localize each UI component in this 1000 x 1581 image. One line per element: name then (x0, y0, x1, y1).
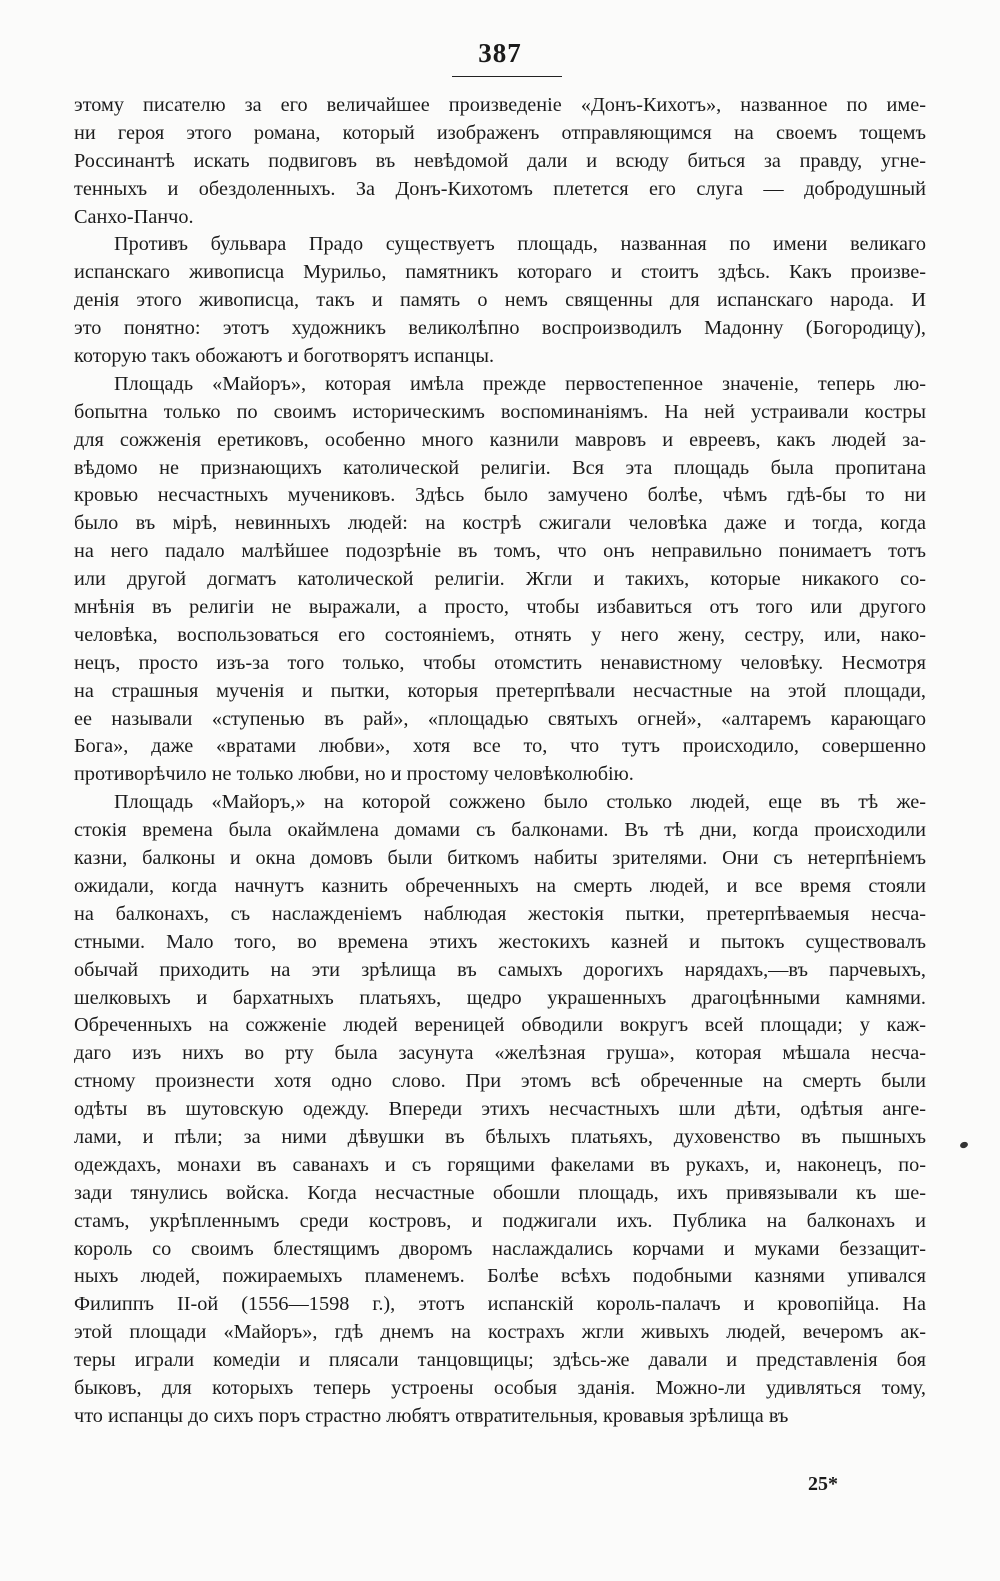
text-line: вѣдомо не признающихъ католической религіи. Вся эта площадь была пропитана (74, 456, 926, 479)
text-line: кровью несчастныхъ мучениковъ. Здѣсь было замучено болѣе, чѣмъ гдѣ-бы то ни (74, 484, 926, 507)
text-line: лами, и пѣли; за ними дѣвушки въ бѣлыхъ платьяхъ, духовенство въ пышныхъ (74, 1125, 926, 1148)
text-line: бопытна только по своимъ историческимъ воспоминаніямъ. На ней устраивали костры (74, 400, 926, 423)
text-line: денія этого живописца, такъ и память о немъ священны для испанскаго народа. И (74, 289, 926, 312)
text-line: этому писателю за его величайшее произведеніе «Донъ-Кихотъ», названное по име- (74, 94, 926, 116)
text-line: мнѣнія въ религіи не выражали, а просто, чтобы избавиться отъ того или другого (74, 596, 926, 619)
page-number-rule (452, 76, 562, 77)
paragraph (74, 789, 926, 1430)
text-line: стному произнести хотя одно слово. При этомъ всѣ обреченные на смерть были (74, 1070, 926, 1093)
text-line: теры играли комедіи и плясали танцовщицы; здѣсь-же давали и представленія боя (74, 1349, 926, 1372)
text-line: стамъ, укрѣпленнымъ среди костровъ, и поджигали ихъ. Публика на балконахъ и (74, 1209, 926, 1232)
text-line: нецъ, просто изъ-за того только, чтобы отомстить ненавистному человѣку. Несмотря (74, 651, 926, 674)
text-line: Россинантѣ искать подвиговъ въ невѣдомой дали и всюду биться за правду, угне- (74, 149, 926, 172)
paragraph (74, 231, 926, 370)
text-line: казни, балконы и окна домовъ были биткомъ набиты зрителями. Они съ нетерпѣніемъ (74, 847, 926, 870)
text-line: король со своимъ блестящимъ дворомъ наслаждались корчами и муками беззащит- (74, 1237, 926, 1260)
paragraph (74, 371, 926, 789)
text-line: Площадь «Майоръ,» на которой сожжено было столько людей, еще въ тѣ же- (114, 791, 926, 814)
text-line: зади тянулись войска. Когда несчастные обошли площадь, ихъ привязывали къ ше- (74, 1181, 926, 1204)
body-text (74, 92, 926, 1431)
text-line: ожидали, когда начнутъ казнить обреченныхъ на смерть людей, и все время стояли (74, 874, 926, 897)
text-line: стокія времена была окаймлена домами съ балконами. Въ тѣ дни, когда происходили (74, 819, 926, 842)
text-line: на него падало малѣйшее подозрѣніе въ томъ, что онъ неправильно понимаетъ тотъ (74, 540, 926, 563)
text-line: или другой догматъ католической религіи. Жгли и такихъ, которые никакого со- (74, 568, 926, 591)
text-line: даго изъ нихъ во рту была засунута «желѣзная груша», которая мѣшала несча- (74, 1042, 926, 1065)
text-line: на балконахъ, съ наслажденіемъ наблюдая жестокія пытки, претерпѣваемыя несча- (74, 902, 926, 925)
text-line: одеждахъ, монахи въ саванахъ и съ горящими факелами въ рукахъ, и, наконецъ, по- (74, 1153, 926, 1176)
text-line: Обреченныхъ на сожженіе людей вереницей обводили вокругъ всей площади; у каж- (74, 1014, 926, 1037)
text-line: для сожженія еретиковъ, особенно много казнили мавровъ и евреевъ, какъ людей за- (74, 428, 926, 451)
text-line: шелковыхъ и бархатныхъ платьяхъ, щедро украшенныхъ драгоцѣнными камнями. (74, 986, 926, 1009)
text-line: этой площади «Майоръ», гдѣ днемъ на кострахъ жгли живыхъ людей, вечеромъ ак- (74, 1321, 926, 1344)
text-line: ныхъ людей, пожираемыхъ пламенемъ. Болѣе всѣхъ подобными казнями упивался (74, 1265, 926, 1288)
ink-smudge (959, 1141, 969, 1149)
text-line: ни героя этого романа, который изображенъ отправляющимся на своемъ тощемъ (74, 121, 926, 144)
text-line: противорѣчило не только любви, но и простому человѣколюбію. (74, 763, 634, 786)
text-line: на страшныя мученія и пытки, которыя претерпѣвали несчастные на этой площади, (74, 679, 926, 702)
text-line: Площадь «Майоръ», которая имѣла прежде первостепенное значеніе, теперь лю- (114, 372, 926, 395)
page-number: 387 (478, 38, 522, 68)
text-line: стными. Мало того, во времена этихъ жестокихъ казней и пытокъ существовалъ (74, 930, 926, 953)
text-line: Противъ бульвара Прадо существуетъ площадь, названная по имени великаго (114, 233, 926, 256)
text-line: быковъ, для которыхъ теперь устроены особыя зданія. Можно-ли удивляться тому, (74, 1376, 926, 1399)
text-line: обычай приходить на эти зрѣлища въ самыхъ дорогихъ нарядахъ,—въ парчевыхъ, (74, 958, 926, 981)
text-line: Санхо-Панчо. (74, 205, 194, 228)
text-line: было въ мірѣ, невинныхъ людей: на кострѣ сжигали человѣка даже и тогда, когда (74, 512, 926, 535)
text-line: Филиппъ II-ой (1556—1598 г.), этотъ испанскій король-палачъ и кровопійца. На (74, 1293, 926, 1316)
text-line: испанскаго живописца Мурильо, памятникъ котораго и стоитъ здѣсь. Какъ произве- (74, 261, 926, 284)
text-line: это понятно: этотъ художникъ великолѣпно воспроизводилъ Мадонну (Богородицу), (74, 317, 926, 340)
printer-signature-mark: 25* (808, 1473, 838, 1495)
text-line: которую такъ обожаютъ и боготворятъ испанцы. (74, 345, 495, 368)
paragraph (74, 92, 926, 231)
text-line: Бога», даже «вратами любви», хотя все то, что тутъ происходило, совершенно (74, 735, 926, 758)
text-line: одѣты въ шутовскую одежду. Впереди этихъ несчастныхъ шли дѣти, одѣтыя анге- (74, 1098, 926, 1121)
text-line: тенныхъ и обездоленныхъ. За Донъ-Кихотомъ плетется его слуга — добродушный (74, 177, 926, 200)
text-line: человѣка, воспользоваться его состояніемъ, отнять у него жену, сестру, или, нако- (74, 623, 926, 646)
text-line: что испанцы до сихъ поръ страстно любятъ отвратительныя, кровавыя зрѣлища въ (74, 1404, 789, 1427)
text-line: ее называли «ступенью въ рай», «площадью святыхъ огней», «алтаремъ карающаго (74, 707, 926, 730)
